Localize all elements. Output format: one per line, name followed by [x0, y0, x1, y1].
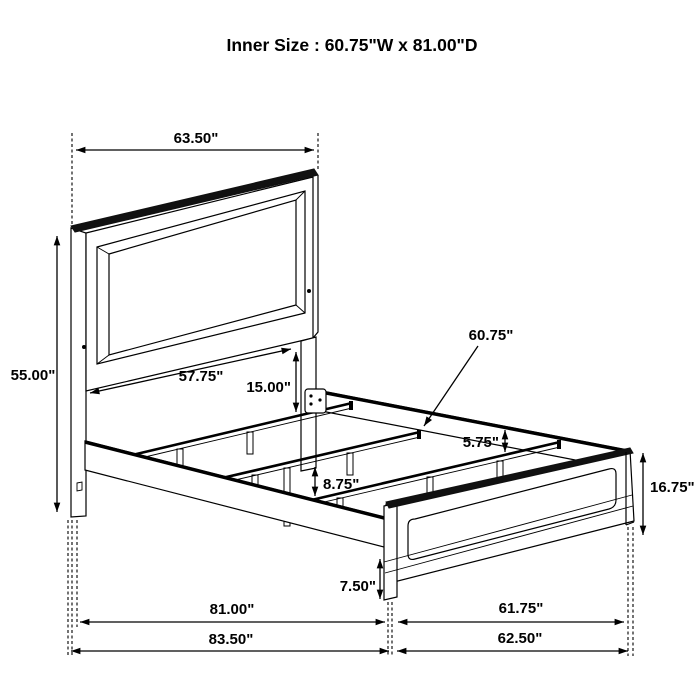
- dim-label-slat-support-height: 8.75": [323, 476, 360, 493]
- dim-label-rail-height: 15.00": [246, 379, 291, 396]
- headboard-left-stile: [71, 228, 86, 517]
- slat-leg: [247, 432, 253, 454]
- dim-label-footboard-height: 16.75": [650, 479, 695, 496]
- dim-label-inner-length: 81.00": [209, 601, 255, 618]
- dim-label-footboard-outer-width: 62.50": [497, 630, 543, 647]
- bracket-plate: [305, 389, 326, 413]
- slat-rail-3-end: [557, 440, 561, 449]
- screw-hole-left: [82, 345, 86, 349]
- slat-leg: [347, 453, 353, 475]
- dim-label-headboard-width: 63.50": [173, 130, 219, 147]
- dim-label-outer-length: 83.50": [208, 631, 254, 648]
- slat-rail-1-end: [349, 401, 353, 410]
- diagram-title: Inner Size : 60.75"W x 81.00"D: [226, 35, 478, 55]
- dim-label-headboard-height: 55.00": [10, 367, 56, 384]
- dim-label-footboard-inner-width: 61.75": [498, 600, 544, 617]
- dim-label-headboard-inner-width: 57.75": [178, 368, 224, 385]
- dim-label-rail-drop: 5.75": [462, 434, 499, 451]
- bracket-hole: [318, 398, 321, 401]
- screw-hole-right: [307, 289, 311, 293]
- dim-label-footboard-leg-height: 7.50": [339, 578, 376, 595]
- bracket-hole: [309, 394, 312, 397]
- bracket-hole: [309, 402, 312, 405]
- slat-rail-2-end: [417, 430, 421, 439]
- rail-bracket: [305, 389, 326, 413]
- footboard-near-leg: [384, 503, 397, 600]
- dim-label-slat-width: 60.75": [468, 327, 514, 344]
